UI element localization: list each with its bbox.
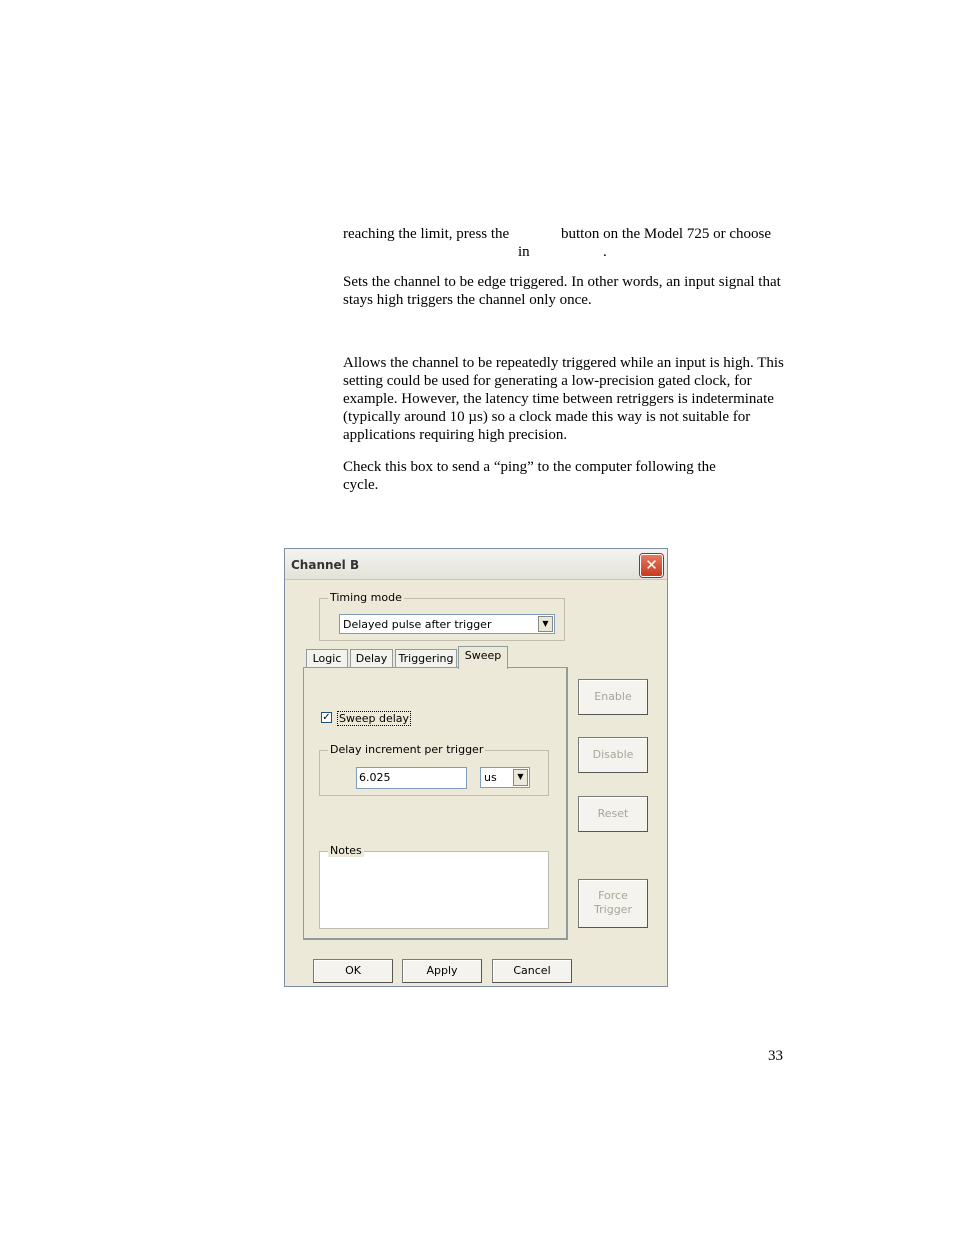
reset-button[interactable]: Reset	[578, 796, 648, 832]
timing-mode-select[interactable]	[339, 614, 555, 634]
para1-left-text: reaching the limit, press the	[343, 226, 510, 242]
chevron-down-icon: ▼	[513, 769, 528, 786]
sweep-delay-checkbox[interactable]: ✓	[322, 712, 331, 723]
unit-select[interactable]	[480, 767, 530, 788]
tab-sweep[interactable]: Sweep	[458, 646, 508, 669]
notes-group	[319, 844, 549, 929]
force-trigger-button[interactable]	[578, 879, 648, 928]
disable-button[interactable]: Disable	[578, 737, 648, 773]
para1-period: .	[603, 244, 607, 260]
timing-mode-group	[319, 591, 565, 641]
unit-value: us	[484, 771, 497, 784]
para1-right-text: button on the Model 725 or choose	[561, 226, 771, 242]
close-icon[interactable]: ✕	[640, 554, 663, 577]
tab-delay[interactable]: Delay	[350, 649, 393, 668]
ok-button[interactable]: OK	[313, 959, 393, 983]
enable-button[interactable]: Enable	[578, 679, 648, 715]
para-retrigger: Allows the channel to be repeatedly triggered while an input is high. This setting could be used for generating a low-precision gated clock, for example. However, the latency time between retriggers is indeterminate (typically around 10 µs) so a clock made this way is not suitable for applications requiring high precision.	[343, 355, 784, 443]
delay-increment-value: 6.025	[359, 771, 391, 784]
notes-label: Notes	[330, 844, 362, 857]
tab-logic[interactable]: Logic	[306, 649, 348, 668]
para-ping: Check this box to send a “ping” to the computer following the cycle.	[343, 459, 716, 493]
delay-increment-group	[319, 743, 549, 796]
delay-increment-label: Delay increment per trigger	[330, 743, 484, 756]
channel-dialog	[284, 548, 668, 987]
tab-triggering[interactable]: Triggering	[395, 649, 457, 668]
dialog-title: Channel B	[291, 558, 360, 572]
para1-in-text: in	[518, 244, 530, 260]
para-edge-trigger: Sets the channel to be edge triggered. In other words, an input signal that stays high triggers the channel only once.	[343, 274, 781, 308]
chevron-down-icon: ▼	[538, 616, 553, 632]
page-number: 33	[768, 1048, 783, 1064]
timing-mode-label: Timing mode	[330, 591, 402, 604]
delay-increment-input[interactable]	[356, 767, 467, 789]
sweep-delay-label[interactable]: Sweep delay	[339, 712, 410, 725]
force-trigger-line2: Trigger	[594, 903, 632, 916]
cancel-button[interactable]: Cancel	[492, 959, 572, 983]
apply-button[interactable]: Apply	[402, 959, 482, 983]
sweep-tab-panel	[303, 667, 568, 940]
timing-mode-value: Delayed pulse after trigger	[343, 618, 492, 631]
dialog-titlebar	[285, 549, 667, 580]
force-trigger-line1: Force	[598, 889, 628, 902]
notes-textarea[interactable]	[320, 861, 548, 928]
